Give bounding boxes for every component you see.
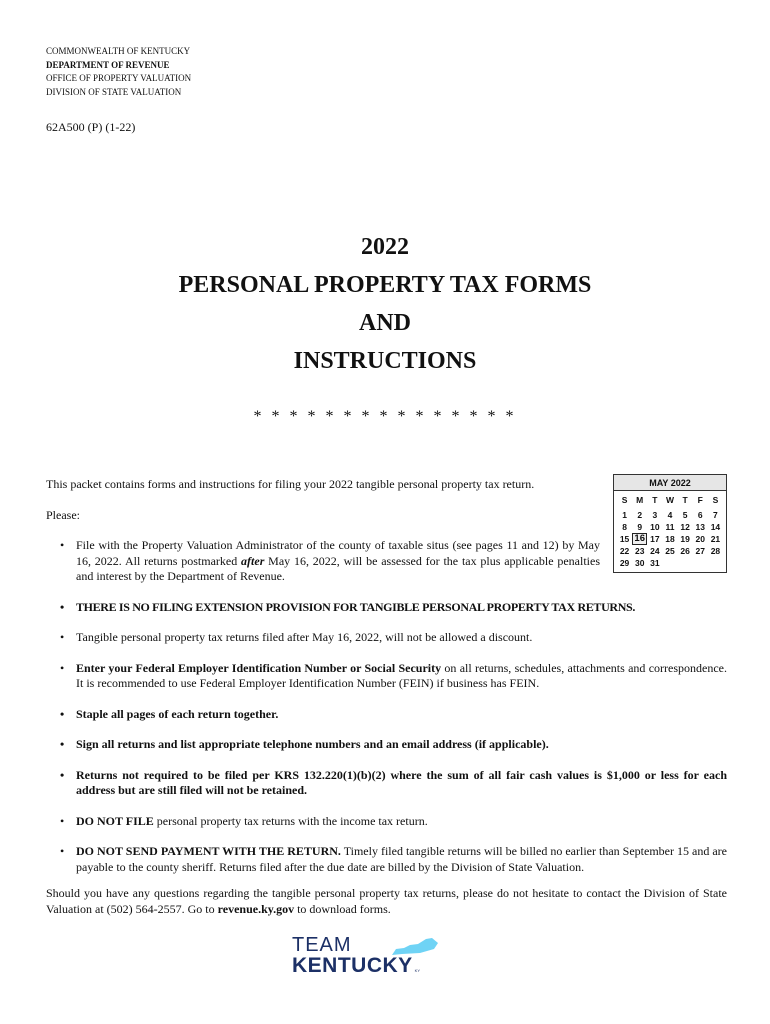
calendar-day-header: M: [636, 495, 644, 505]
bullet-sign: • Sign all returns and list appropriate telephone numbers and an email address (if applicable).: [60, 737, 727, 753]
calendar-date: 27: [695, 546, 705, 556]
calendar-date: 12: [680, 522, 690, 532]
calendar-month: MAY 2022: [614, 475, 726, 491]
logo-team: TEAM: [292, 934, 352, 956]
calendar-date: 4: [667, 510, 673, 520]
due-date-highlight: 16: [632, 533, 647, 545]
calendar-date: 24: [650, 546, 660, 556]
bullet-no-discount: • Tangible personal property tax returns filed after May 16, 2022, will not be allowed a discount.: [60, 630, 727, 646]
calendar-date: 23: [634, 546, 645, 556]
intro-text: This packet contains forms and instructions for filing your 2022 tangible personal property tax return.: [46, 477, 535, 491]
team-kentucky-logo: [292, 935, 462, 977]
bullet-no-extension: • THERE IS NO FILING EXTENSION PROVISION FOR TANGIBLE PERSONAL PROPERTY TAX RETURNS.: [60, 600, 727, 616]
logo-kentucky: KENTUCKY: [292, 954, 413, 977]
closing-text: Should you have any questions regarding the tangible personal property tax returns, please do not hesitate to contact the Division of State Valuation at (502) 564-2557. Go to revenue.ky.gov to download forms.: [46, 886, 727, 916]
calendar-date: 9: [637, 522, 643, 532]
calendar-day-header: S: [621, 495, 628, 505]
calendar-date: 22: [619, 546, 630, 556]
calendar-day-header: T: [652, 495, 658, 505]
calendar-date: 14: [710, 522, 721, 532]
bullet-file-with-pva: • File with the Property Valuation Administrator of the county of taxable situs (see pages 11 and 12) by May 16, 2022. All returns postmarked after May 16, 2022, will be assessed for the tax plus applicable penalties and interest by the Department of Revenue.: [60, 538, 600, 585]
calendar-date: 10: [650, 522, 660, 532]
kentucky-state-icon: [390, 937, 440, 957]
calendar-date: 30: [634, 558, 645, 568]
bullet-no-payment: • DO NOT SEND PAYMENT WITH THE RETURN. Timely filed tangible returns will be billed no earlier than September 15 and are payable to the county sheriff. Returns filed after the due date are billed by the Division of State Valuation.: [60, 844, 727, 875]
calendar-date: 15: [619, 534, 630, 544]
calendar-day-header: F: [697, 495, 703, 505]
calendar-date: 3: [652, 510, 658, 520]
divider-stars: * * * * * * * * * * * * * * *: [253, 408, 517, 425]
calendar-date: 2: [637, 510, 643, 520]
bullet-do-not-file: • DO NOT FILE personal property tax returns with the income tax return.: [60, 814, 727, 830]
title-line: 2022: [361, 234, 409, 260]
calendar-date: 8: [622, 522, 627, 532]
calendar-day-header: S: [712, 495, 719, 505]
calendar-day-header: W: [665, 495, 674, 505]
calendar-date: 29: [619, 558, 630, 568]
form-number: 62A500 (P) (1-22): [46, 120, 136, 134]
calendar-date: 1: [622, 510, 627, 520]
title-line: PERSONAL PROPERTY TAX FORMS: [178, 272, 592, 298]
title-line: INSTRUCTIONS: [293, 348, 477, 374]
agency-header: [46, 45, 191, 99]
calendar-date: 13: [695, 522, 705, 532]
calendar-date: 6: [697, 510, 703, 520]
title-line: AND: [359, 310, 411, 336]
calendar-date: 17: [650, 534, 660, 544]
calendar-date: 31: [650, 558, 660, 568]
please-label: Please:: [46, 508, 80, 522]
calendar-date: 11: [665, 522, 675, 532]
calendar-date: 20: [695, 534, 705, 544]
revenue-link[interactable]: revenue.ky.gov: [217, 901, 295, 916]
calendar-date: 18: [665, 534, 675, 544]
instructions-list: [0, 538, 770, 977]
document-title: [0, 228, 770, 380]
calendar-date: 19: [680, 534, 690, 544]
bullet-fein: • Enter your Federal Employer Identification Number or Social Security on all returns, schedules, attachments and correspondence. It is recommended to use Federal Employer Identification Number (FEIN) if business has FEIN.: [60, 661, 727, 692]
calendar-date: 21: [710, 534, 721, 544]
calendar-day-header: T: [682, 495, 688, 505]
calendar-date: 5: [682, 510, 688, 520]
header-line: DEPARTMENT OF REVENUE: [46, 59, 170, 70]
calendar-date: 28: [710, 546, 721, 556]
header-line: DIVISION OF STATE VALUATION: [46, 86, 182, 97]
logo-ky: KY: [414, 968, 421, 973]
bullet-staple: • Staple all pages of each return together.: [60, 707, 727, 723]
calendar-date: 25: [665, 546, 675, 556]
header-line: OFFICE OF PROPERTY VALUATION: [46, 73, 192, 83]
calendar-date: 26: [680, 546, 690, 556]
calendar-date: 7: [713, 510, 718, 520]
bullet-not-retained: • Returns not required to be filed per KRS 132.220(1)(b)(2) where the sum of all fair cash values is $1,000 or less for each address but are still filed will not be retained.: [60, 768, 727, 799]
header-line: COMMONWEALTH OF KENTUCKY: [46, 46, 191, 56]
